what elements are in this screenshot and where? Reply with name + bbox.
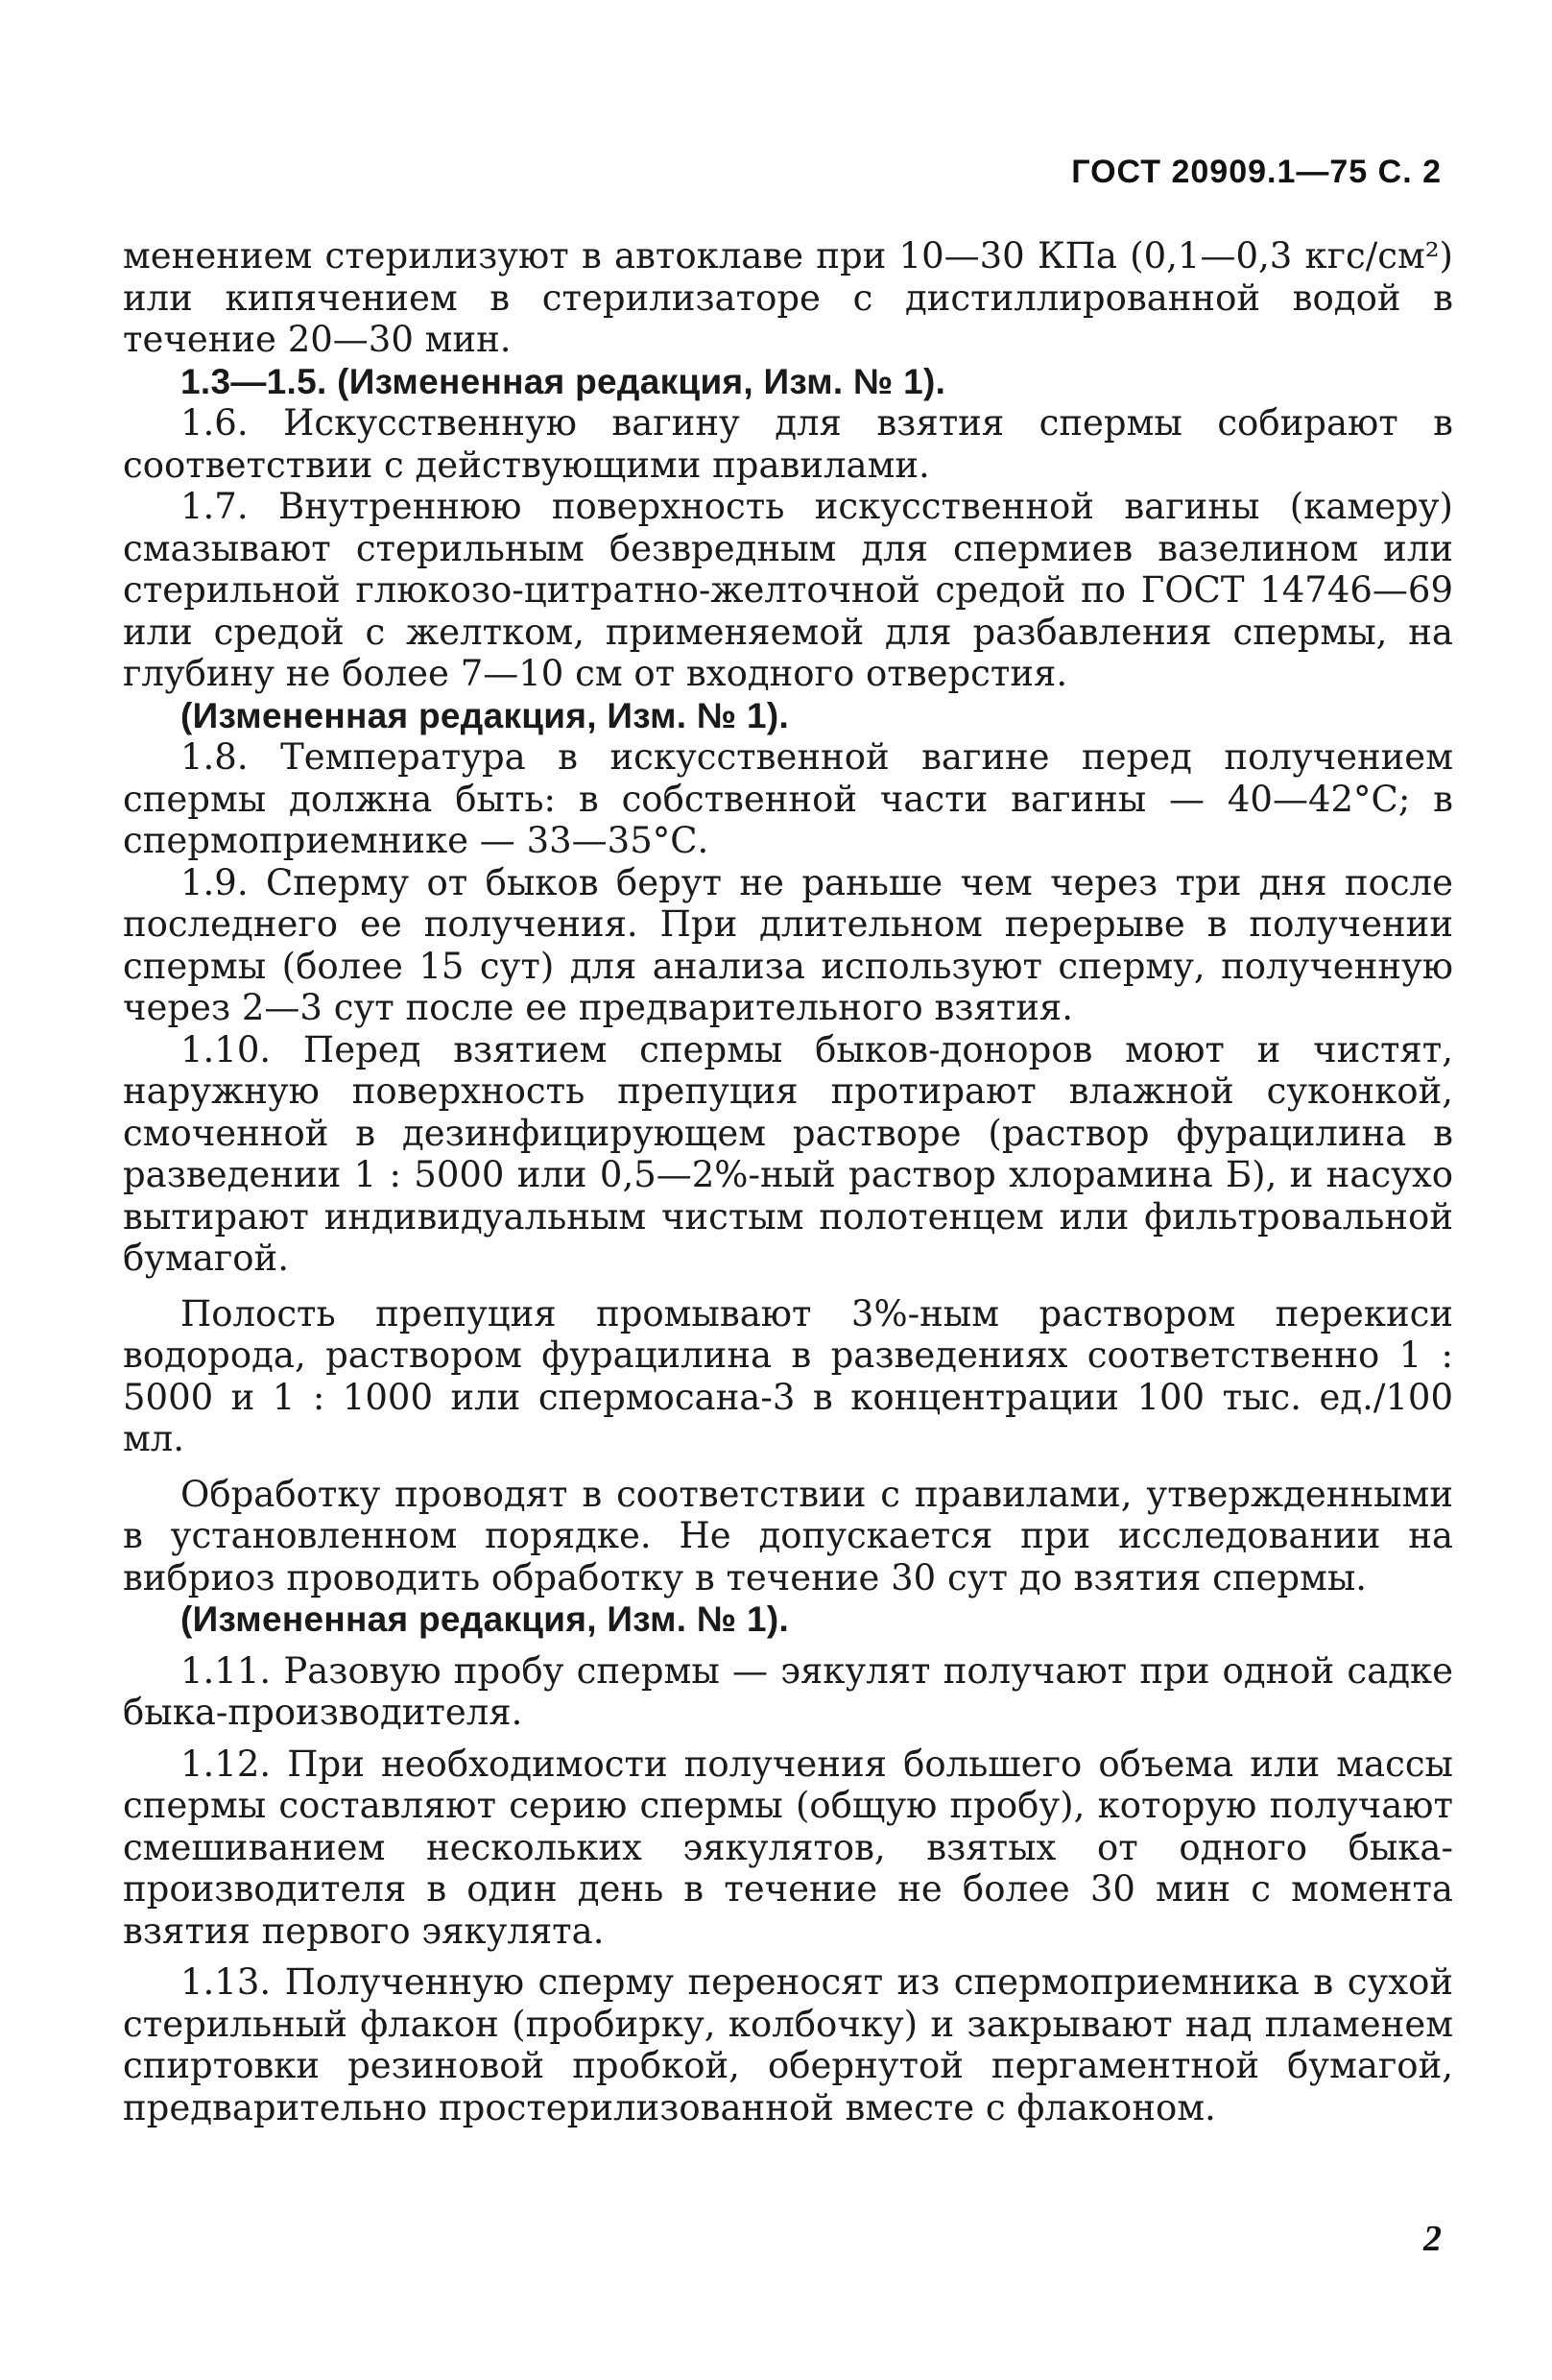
paragraph-1-13: 1.13. Полученную сперму переносят из спермоприемника в сухой стерильный флакон (пробирку, колбочку) и закрывают над пламенем спиртовки резиновой пробкой, обернутой пергаментной бумагой, предварительно простерилизованной вместе с флаконом.: [123, 1961, 1453, 2128]
paragraph-1-10: 1.10. Перед взятием спермы быков-доноров моют и чистят, наружную поверхность препуция протирают влажной суконкой, смоченной в дезинфицирующем растворе (раствор фурацилина в разведении 1 : 5000 или 0,5—2%-ный раствор хлорамина Б), и насухо вытирают индивидуальным чистым полотенцем или фильтровальной бумагой.: [123, 1028, 1453, 1279]
paragraph-1-8: 1.8. Температура в искусственной вагине перед получением спермы должна быть: в собственной части вагины — 40—42°С; в спермоприемнике — 33—35°С.: [123, 736, 1453, 861]
standard-header: ГОСТ 20909.1—75 С. 2: [1071, 154, 1442, 190]
paragraph-preputium-wash: Полость препуция промывают 3%-ным раствором перекиси водорода, раствором фурацилина в разведениях соответственно 1 : 5000 и 1 : 1000 или спермосана-3 в концентрации 100 тыс. ед./100 мл.: [123, 1292, 1453, 1459]
paragraph-1-6: 1.6. Искусственную вагину для взятия спермы собирают в соответствии с действующими правилами.: [123, 402, 1453, 486]
paragraph-treatment: Обработку проводят в соответствии с правилами, утвержденными в установленном порядке. Не допускается при исследовании на вибриоз проводить обработку в течение 30 сут до взятия спермы.: [123, 1473, 1453, 1599]
paragraph-1-11: 1.11. Разовую пробу спермы — эякулят получают при одной садке быка-производителя.: [123, 1649, 1453, 1733]
paragraph-1-3-edition-note: 1.3—1.5. (Измененная редакция, Изм. № 1).: [180, 361, 946, 401]
paragraph-1-12: 1.12. При необходимости получения большего объема или массы спермы составляют серию спермы (общую пробу), которую получают смешиванием нескольких эякулятов, взятых от одного быка-производителя в один день в течение не более 30 мин с момента взятия первого эякулята.: [123, 1743, 1453, 1952]
paragraph-1-9: 1.9. Сперму от быков берут не раньше чем через три дня после последнего ее получения. При длительном перерыве в получении спермы (более 15 сут) для анализа используют сперму, полученную через 2—3 сут после ее предварительного взятия.: [123, 861, 1453, 1028]
paragraph-1-7: 1.7. Внутреннюю поверхность искусственной вагины (камеру) смазывают стерильным безвредным для спермиев вазелином или стерильной глюкозо-цитратно-желточной средой по ГОСТ 14746—69 или средой с желтком, применяемой для разбавления спермы, на глубину не более 7—10 см от входного отверстия.: [123, 486, 1453, 694]
page-number: 2: [1423, 2219, 1442, 2259]
paragraph-continuation: менением стерилизуют в автоклаве при 10—30 КПа (0,1—0,3 кгс/см²) или кипячением в стерилизаторе с дистиллированной водой в течение 20—30 мин.: [123, 235, 1453, 360]
paragraph-1-10-edition-note: (Измененная редакция, Изм. № 1).: [180, 1599, 790, 1639]
document-body: [123, 235, 1453, 2128]
paragraph-1-7-edition-note: (Измененная редакция, Изм. № 1).: [180, 695, 790, 735]
